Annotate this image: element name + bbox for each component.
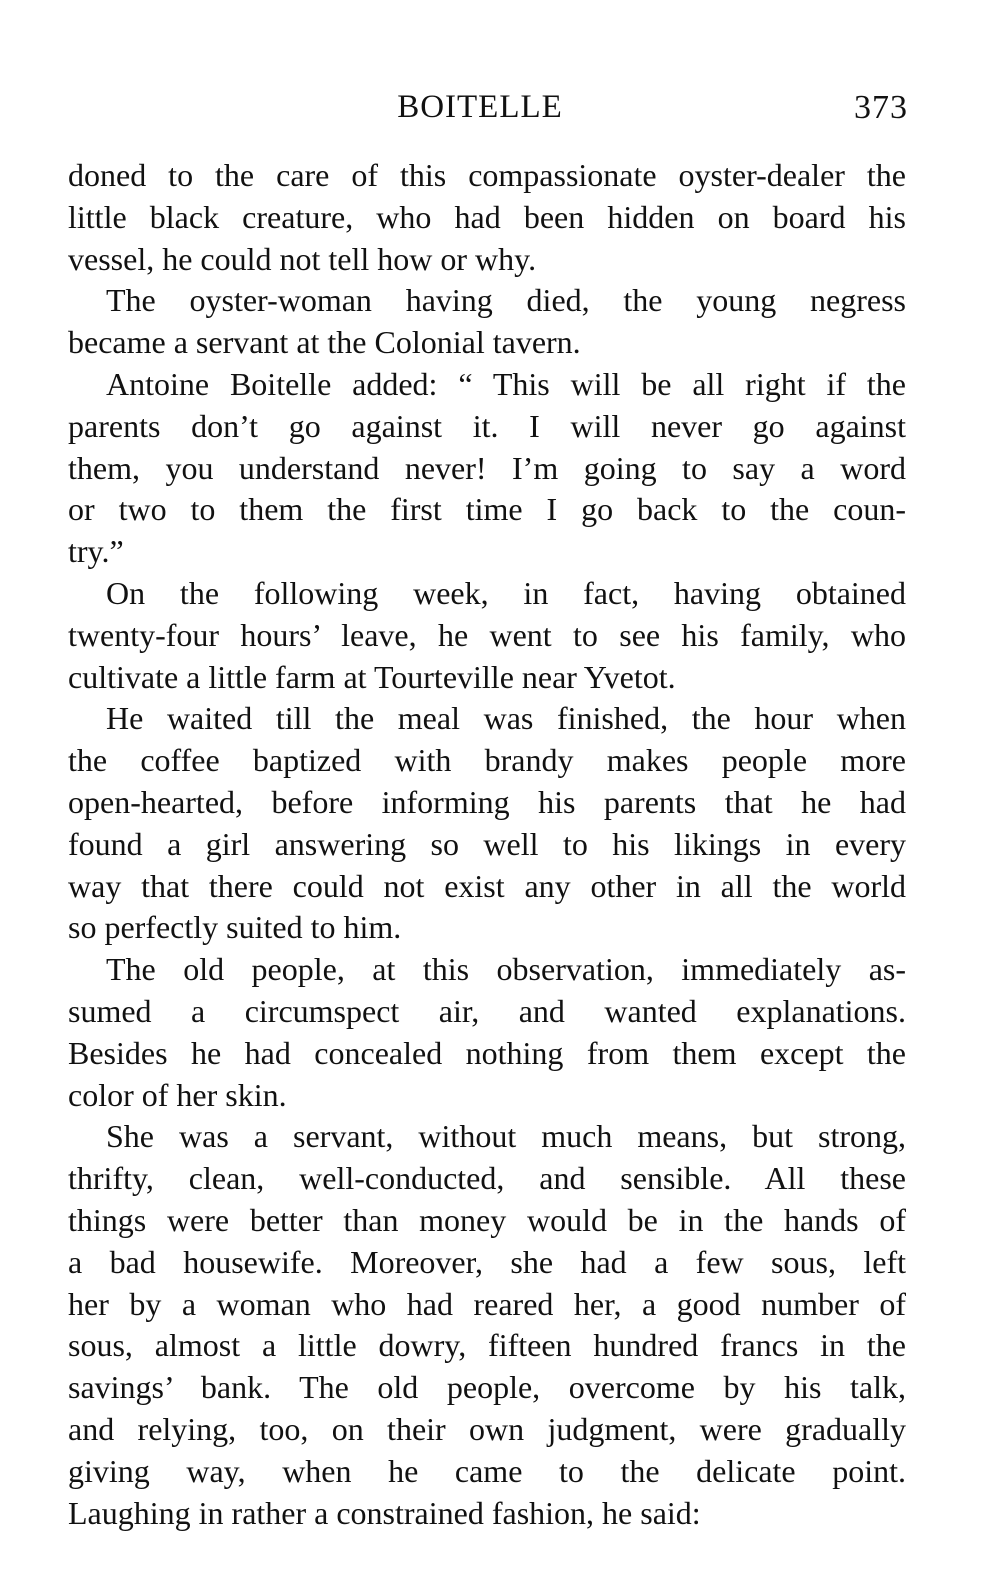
text-line: doned to the care of this compassionate oyster-dealer the [68, 157, 906, 193]
paragraph [68, 280, 906, 364]
text-line: her by a woman who had reared her, a good number of [68, 1285, 906, 1322]
text-line: Laughing in rather a constrained fashion, he said: [68, 1494, 701, 1531]
text-line: became a servant at the Colonial tavern. [68, 324, 581, 361]
text-line: twenty-four hours’ leave, he went to see his family, who [68, 616, 906, 653]
text-line: cultivate a little farm at Tourteville near Yvetot. [68, 658, 676, 695]
text-line: a bad housewife. Moreover, she had a few sous, left [68, 1243, 906, 1280]
text-line: so perfectly suited to him. [68, 909, 402, 946]
text-line: She was a servant, without much means, but strong, [106, 1118, 906, 1155]
text-line: and relying, too, on their own judgment, were gradually [68, 1410, 906, 1447]
text-line: sumed a circumspect air, and wanted explanations. [68, 992, 906, 1029]
text-line: way that there could not exist any other in all the world [68, 867, 906, 904]
paragraph [68, 698, 906, 949]
text-line: found a girl answering so well to his likings in every [68, 825, 906, 862]
text-line: open-hearted, before informing his parents that he had [68, 783, 906, 820]
text-line: giving way, when he came to the delicate point. [68, 1452, 906, 1489]
text-line: things were better than money would be in the hands of [68, 1201, 906, 1238]
text-line: The old people, at this observation, immediately as- [106, 951, 906, 988]
text-line: the coffee baptized with brandy makes people more [68, 742, 906, 779]
paragraph [68, 155, 906, 280]
text-line: or two to them the first time I go back to the coun- [68, 491, 906, 528]
text-line: them, you understand never! I’m going to say a word [68, 449, 906, 486]
text-line: The oyster-woman having died, the young negress [106, 282, 906, 319]
text-line: color of her skin. [68, 1076, 287, 1113]
chapter-title: BOITELLE [397, 89, 563, 125]
body-text [68, 155, 906, 1534]
text-line: thrifty, clean, well-conducted, and sensible. All these [68, 1160, 906, 1197]
text-line: try.” [68, 533, 124, 570]
text-line: He waited till the meal was finished, the hour when [106, 700, 906, 737]
text-line: parents don’t go against it. I will never go against [68, 407, 906, 444]
text-line: little black creature, who had been hidden on board his [68, 198, 906, 235]
paragraph [68, 949, 906, 1116]
text-line: On the following week, in fact, having obtained [106, 574, 906, 611]
page-number: 373 [854, 89, 908, 126]
text-line: sous, almost a little dowry, fifteen hundred francs in the [68, 1327, 906, 1364]
paragraph [68, 1116, 906, 1534]
paragraph [68, 573, 906, 698]
running-head [0, 82, 1000, 132]
text-line: Besides he had concealed nothing from them except the [68, 1034, 906, 1071]
text-line: vessel, he could not tell how or why. [68, 240, 537, 277]
text-line: Antoine Boitelle added: “ This will be all right if the [106, 365, 906, 402]
text-line: savings’ bank. The old people, overcome by his talk, [68, 1369, 906, 1406]
paragraph [68, 364, 906, 573]
